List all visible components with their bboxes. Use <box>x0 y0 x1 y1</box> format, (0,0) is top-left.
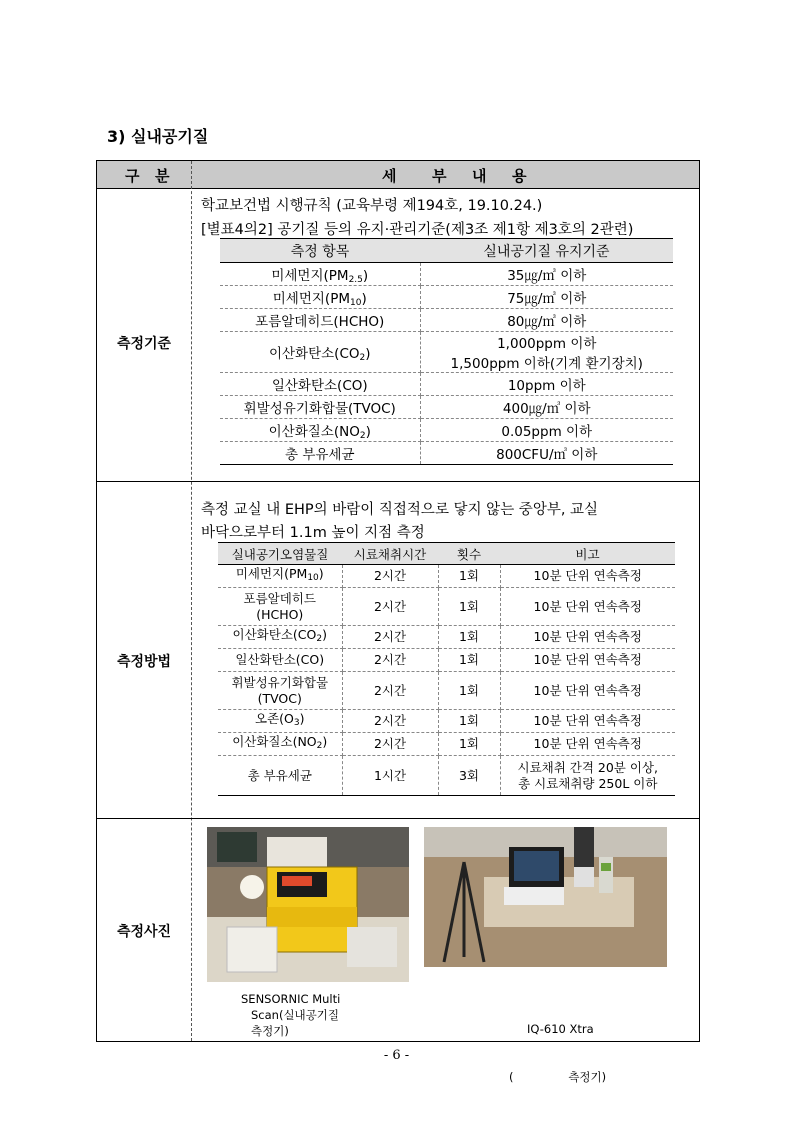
standards-item: 이산화질소$(NO_2)$ <box>220 419 420 442</box>
standards-value: 75㎍/㎥ 이하 <box>420 286 673 309</box>
row-label-standards: 측정기준 <box>116 336 172 352</box>
table-row <box>220 419 673 442</box>
method-item: 오존$(O_3)$ <box>218 710 342 733</box>
table-row <box>218 756 675 796</box>
method-count: 1회 <box>438 588 500 626</box>
method-item: 일산화탄소(CO) <box>218 649 342 672</box>
method-count: 1회 <box>438 733 500 756</box>
method-note: 10분 단위 연속측정 <box>500 649 675 672</box>
method-table <box>218 542 675 796</box>
table-row <box>220 309 673 332</box>
header-col1-a: 구 <box>125 167 140 185</box>
standards-value: 1,000ppm 이하 1,500ppm 이하(기계 환기장치) <box>420 332 673 373</box>
table-row <box>220 286 673 309</box>
standards-value: 80㎍/㎥ 이하 <box>420 309 673 332</box>
method-col-header: 실내공기오염물질 <box>218 543 342 565</box>
standards-col-header: 실내공기질 유지기준 <box>420 239 673 263</box>
method-item: 이산화질소$(NO_2)$ <box>218 733 342 756</box>
method-count: 1회 <box>438 649 500 672</box>
caption-line: 측정기) <box>251 1024 289 1038</box>
row-label-method: 측정방법 <box>116 654 172 670</box>
standards-value: 35㎍/㎥ 이하 <box>420 263 673 286</box>
standards-value: 400㎍/㎥ 이하 <box>420 396 673 419</box>
page-number: - 6 - <box>383 1048 410 1063</box>
method-col-header: 비고 <box>500 543 675 565</box>
header-col2-char: 세 <box>382 167 397 185</box>
method-note: 10분 단위 연속측정 <box>500 588 675 626</box>
table-row <box>218 733 675 756</box>
standards-item: 이산화탄소$(CO_2)$ <box>220 332 420 373</box>
method-note: 10분 단위 연속측정 <box>500 672 675 710</box>
standards-line1: 학교보건법 시행규칙 (교육부령 제194호, 19.10.24.) <box>201 198 543 214</box>
standards-line2: [별표4의2] 공기질 등의 유지·관리기준(제3조 제1항 제3호의 2관련) <box>201 222 634 238</box>
header-col2-char: 내 <box>472 167 487 185</box>
table-row <box>218 565 675 588</box>
method-note: 시료채취 간격 20분 이상, 총 시료채취량 250L 이하 <box>500 756 675 796</box>
method-item: 미세먼지$(PM_{10})$ <box>218 565 342 588</box>
table-row <box>220 263 673 286</box>
main-table <box>96 160 700 1084</box>
header-col1-b: 분 <box>155 167 170 185</box>
method-time: 2시간 <box>342 733 438 756</box>
table-row <box>220 442 673 465</box>
standards-item: 휘발성유기화합물(TVOC) <box>220 396 420 419</box>
method-item: 총 부유세균 <box>218 756 342 796</box>
method-note: 10분 단위 연속측정 <box>500 710 675 733</box>
photo-sensornic <box>207 827 409 982</box>
standards-item: 총 부유세균 <box>220 442 420 465</box>
table-row <box>220 373 673 396</box>
caption-line: ( 측정기) <box>509 1070 607 1084</box>
table-row <box>218 626 675 649</box>
method-note: 10분 단위 연속측정 <box>500 733 675 756</box>
method-line2: 바닥으로부터 1.1m 높이 지점 측정 <box>201 525 425 541</box>
standards-item: 포름알데히드(HCHO) <box>220 309 420 332</box>
caption-line: IQ-610 Xtra <box>527 1022 594 1036</box>
method-count: 1회 <box>438 710 500 733</box>
method-time: 2시간 <box>342 588 438 626</box>
photo-iq610 <box>424 827 667 967</box>
method-time: 2시간 <box>342 710 438 733</box>
standards-value: 10ppm 이하 <box>420 373 673 396</box>
table-row <box>218 672 675 710</box>
method-item: 휘발성유기화합물 (TVOC) <box>218 672 342 710</box>
method-item: 이산화탄소$(CO_2)$ <box>218 626 342 649</box>
standards-item: 일산화탄소(CO) <box>220 373 420 396</box>
standards-table <box>220 238 673 465</box>
standards-item: 미세먼지$(PM_{10})$ <box>220 286 420 309</box>
caption-line: SENSORNIC Multi <box>241 992 341 1006</box>
caption-line: Scan(실내공기질 <box>251 1008 339 1022</box>
row-divider <box>97 481 699 482</box>
method-count: 1회 <box>438 672 500 710</box>
method-line1: 측정 교실 내 EHP의 바람이 직접적으로 닿지 않는 중앙부, 교실 <box>201 502 599 518</box>
row-label-photos: 측정사진 <box>116 924 172 940</box>
method-time: 2시간 <box>342 672 438 710</box>
standards-col-header: 측정 항목 <box>220 239 420 263</box>
column-divider <box>191 161 192 1041</box>
standards-value: 0.05ppm 이하 <box>420 419 673 442</box>
header-col2-char: 용 <box>512 167 527 185</box>
header-col2-char: 부 <box>432 167 447 185</box>
section-title: 3) 실내공기질 <box>107 127 209 146</box>
method-count: 1회 <box>438 626 500 649</box>
method-item: 포름알데히드 (HCHO) <box>218 588 342 626</box>
method-note: 10분 단위 연속측정 <box>500 626 675 649</box>
method-time: 1시간 <box>342 756 438 796</box>
method-col-header: 횟수 <box>438 543 500 565</box>
row-divider <box>97 818 699 819</box>
method-count: 3회 <box>438 756 500 796</box>
method-note: 10분 단위 연속측정 <box>500 565 675 588</box>
table-row <box>218 710 675 733</box>
standards-item: 미세먼지$(PM_{2.5})$ <box>220 263 420 286</box>
method-time: 2시간 <box>342 626 438 649</box>
photo1-caption <box>241 991 340 1039</box>
table-row <box>218 649 675 672</box>
method-time: 2시간 <box>342 565 438 588</box>
table-header <box>97 161 699 189</box>
method-col-header: 시료채취시간 <box>342 543 438 565</box>
standards-value: 800CFU/㎥ 이하 <box>420 442 673 465</box>
method-count: 1회 <box>438 565 500 588</box>
method-time: 2시간 <box>342 649 438 672</box>
table-row <box>218 588 675 626</box>
table-row <box>220 396 673 419</box>
table-row <box>220 332 673 373</box>
